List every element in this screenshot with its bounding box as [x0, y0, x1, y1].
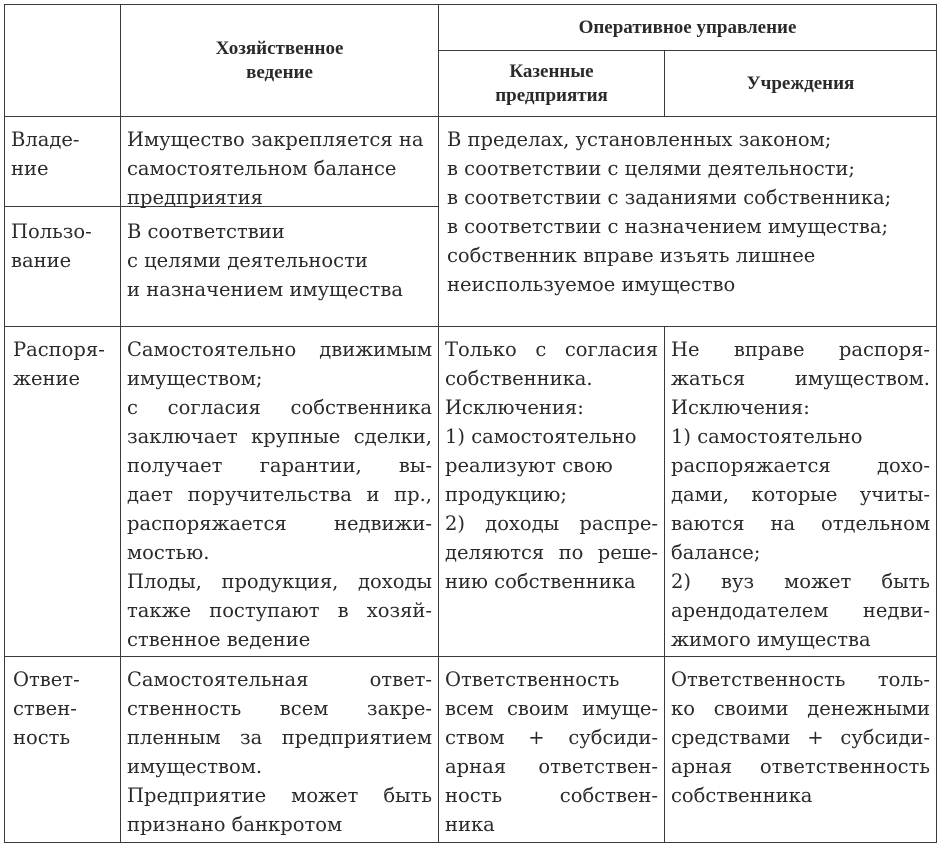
cell-otvetstvennost-uch: Ответственность толь- ко своими денежными средствами + субсиди- арная ответственность собственника [665, 657, 937, 843]
label-polzovanie: Пользо- вание [11, 220, 92, 272]
cell-rasporyazhenie-uch: Не вправе распоря- жаться имуществом. Исключения: 1) самостоятельно распоряжается дохо- дами, которые учиты- ваются на отдельном балансе; 2) вуз может быть арендодателем недви- жимого имущества [665, 327, 937, 657]
label-otvetstvennost: Ответ- ствен- ность [5, 657, 121, 843]
header-hoz-vedenie: Хозяйственное ведение [121, 5, 439, 117]
cell-otvetstvennost-hoz: Самостоятельная ответ- ственность всем закре- пленным за предприятием имуществом. Предприятие может быть признано банкротом [121, 657, 439, 843]
property-rights-table [4, 4, 937, 843]
header-kazennye: Казенные предприятия [439, 51, 665, 117]
cell-polzovanie-hoz: В соответствии с целями деятельности и назначением имущества [127, 220, 404, 301]
cell-rasporyazhenie-kaz: Только с согласия собственника. Исключения: 1) самостоятельно реализуют свою продукцию; 2) доходы распре- деляются по реше- нию собственника [439, 327, 665, 657]
cell-rasporyazhenie-hoz: Самостоятельно движимым имуществом; с согласия собственника заключает крупные сделки, получает гарантии, вы- дает поручительства и пр., распоряжается недвижи- мостью. Плоды, продукция, доходы также поступают в хозяй- ственное ведение [121, 327, 439, 657]
header-oper-upravlenie: Оперативное управление [439, 5, 937, 51]
cell-oper-vladenie-polzovanie: В пределах, установленных законом; в соответствии с целями деятельности; в соответствии с заданиями собственника; в соответствии с назначением имущества; собственник вправе изъять лишнее неиспользуемое имущество [439, 117, 937, 327]
label-rasporyazhenie: Распоря- жение [5, 327, 121, 657]
label-vladenie: Владе- ние [5, 117, 120, 207]
row-labels-vladenie-polzovanie [5, 117, 121, 327]
cell-vladenie-hoz: Имущество закрепляется на самостоятельном балансе предприятия [121, 117, 438, 207]
corner-cell [5, 5, 121, 117]
hoz-vladenie-polzovanie [121, 117, 439, 327]
cell-otvetstvennost-kaz: Ответственность всем своим имуще- ством + субсиди- арная ответствен- ность собствен- ника [439, 657, 665, 843]
header-uchrezhdeniya: Учреждения [665, 51, 937, 117]
